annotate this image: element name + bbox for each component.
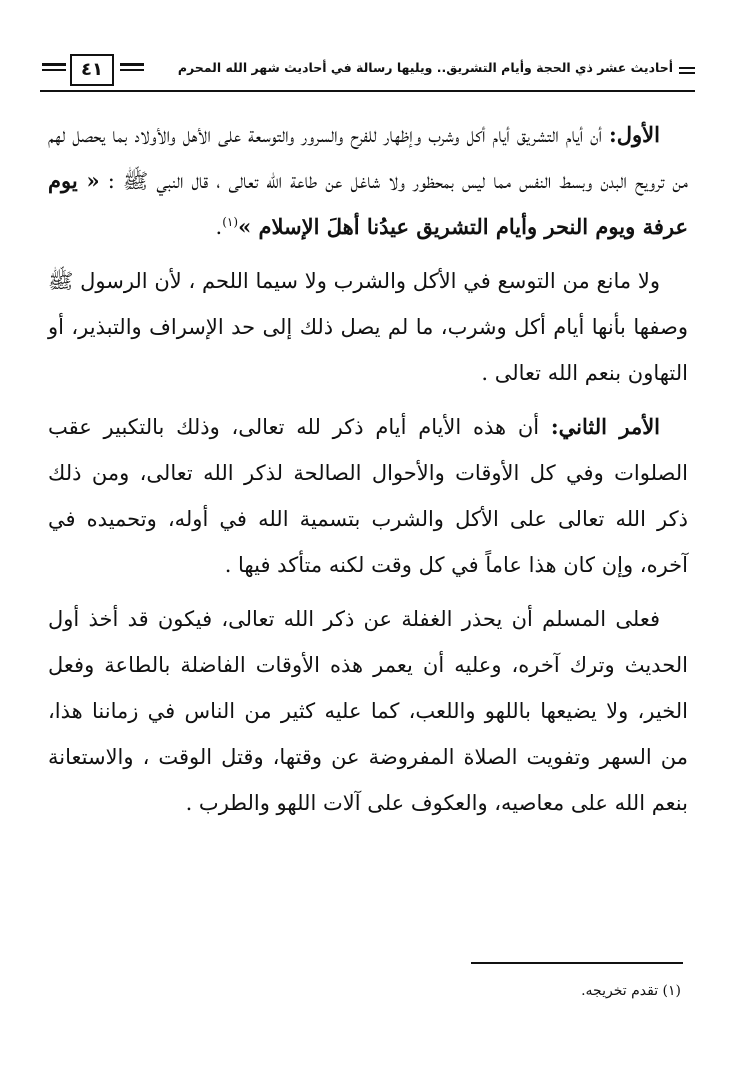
running-title: أحاديث عشر ذي الحجة وأيام التشريق.. ويليها رسالة في أحاديث شهر الله المحرم bbox=[177, 60, 673, 75]
paragraph-1-text: أن أيام التشريق أيام أكل وشرب وإظهار للفرح والسرور والتوسعة على الأهل والأولاد بما يحصل لهم من ترويح البدن وبسط النفس مما ليس بمحظور ولا شاغل عن طاعة الله تعالى ، قال النبي ﷺ : bbox=[48, 123, 688, 193]
page-number-badge bbox=[40, 54, 150, 88]
right-ornament-bars bbox=[120, 63, 144, 77]
paragraph-1 bbox=[48, 112, 688, 250]
page-header bbox=[40, 48, 695, 92]
paragraph-1-lead: الأول: bbox=[609, 122, 660, 147]
paragraph-3-text: أن هذه الأيام أيام ذكر لله تعالى، وذلك بالتكبير عقب الصلوات وفي كل الأوقات والأحوال الصالحة لذكر الله تعالى، ومن ذلك ذكر الله تعالى على الأكل والشرب بتسمية الله في أوله، وتحميده في آخره، وإن كان هذا عاماً في كل وقت لكنه متأكد فيها . bbox=[48, 415, 688, 577]
paragraph-4-text: فعلى المسلم أن يحذر الغفلة عن ذكر الله تعالى، فيكون قد أخذ أول الحديث وترك آخره، وعليه أن يعمر هذه الأوقات الفاضلة بالطاعة وفعل الخير، ولا يضيعها باللهو واللعب، كما عليه كثير من الناس في زماننا هذا، من السهر وتفويت الصلاة المفروضة عن وقتها، وقتل الوقت ، والاستعانة بنعم الله على معاصيه، والعكوف على آلات اللهو والطرب . bbox=[48, 607, 688, 815]
header-rule bbox=[40, 90, 695, 92]
page-number: ٤١ bbox=[70, 54, 114, 86]
left-ornament-bars bbox=[42, 63, 66, 77]
paragraph-2-text: ولا مانع من التوسع في الأكل والشرب ولا سيما اللحم ، لأن الرسول ﷺ وصفها بأنها أيام أكل وشرب، ما لم يصل ذلك إلى حد الإسراف والتبذير، أو التهاون بنعم الله تعالى . bbox=[48, 269, 688, 385]
paragraph-3 bbox=[48, 404, 688, 588]
footnote-separator bbox=[471, 962, 683, 964]
paragraph-2 bbox=[48, 258, 688, 396]
hadith-quote: « يوم عرفة ويوم النحر وأيام التشريق عيدُنا أهلَ الإسلام » bbox=[48, 168, 688, 239]
title-ornament-icon bbox=[679, 67, 695, 75]
footnote-ref: (١) bbox=[222, 215, 239, 229]
paragraph-3-lead: الأمر الثاني: bbox=[550, 414, 661, 439]
paragraph-4 bbox=[48, 596, 688, 826]
paragraph-1-tail: . bbox=[215, 215, 223, 239]
body-text bbox=[48, 112, 688, 834]
footnote: (١) تقدم تخريجه. bbox=[581, 983, 681, 999]
